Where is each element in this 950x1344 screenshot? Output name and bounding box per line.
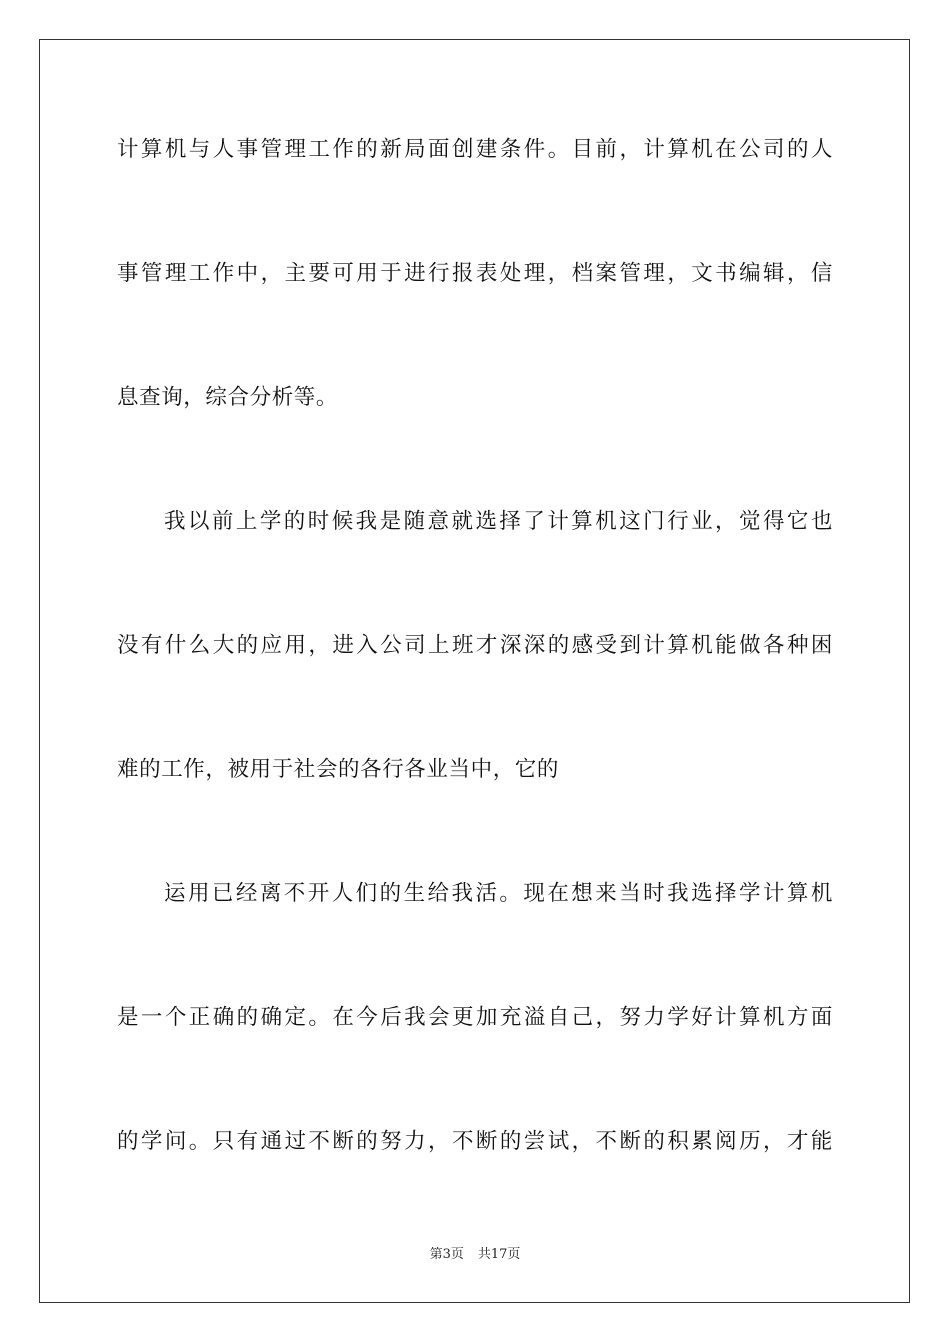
page-number: 第3页	[429, 1247, 464, 1262]
paragraph-line-8: 是一个正确的确定。在今后我会更加充溢自己，努力学好计算机方面	[117, 1005, 833, 1030]
page-footer	[0, 1246, 950, 1264]
paragraph-line-3: 息查询，综合分析等。	[117, 385, 339, 410]
paragraph-line-9: 的学问。只有通过不断的努力，不断的尝试，不断的积累阅历，才能	[117, 1129, 833, 1154]
paragraph-line-4: 我以前上学的时候我是随意就选择了计算机这门行业，觉得它也	[164, 509, 833, 534]
paragraph-line-7: 运用已经离不开人们的生给我活。现在想来当时我选择学计算机	[164, 881, 833, 906]
paragraph-line-6: 难的工作，被用于社会的各行各业当中，它的	[117, 757, 560, 782]
page-border	[39, 39, 910, 1303]
page-total: 共17页	[477, 1247, 521, 1262]
paragraph-line-2: 事管理工作中，主要可用于进行报表处理，档案管理，文书编辑，信	[117, 261, 833, 286]
paragraph-line-1: 计算机与人事管理工作的新局面创建条件。目前，计算机在公司的人	[117, 137, 833, 162]
paragraph-line-5: 没有什么大的应用，进入公司上班才深深的感受到计算机能做各种困	[117, 633, 833, 658]
